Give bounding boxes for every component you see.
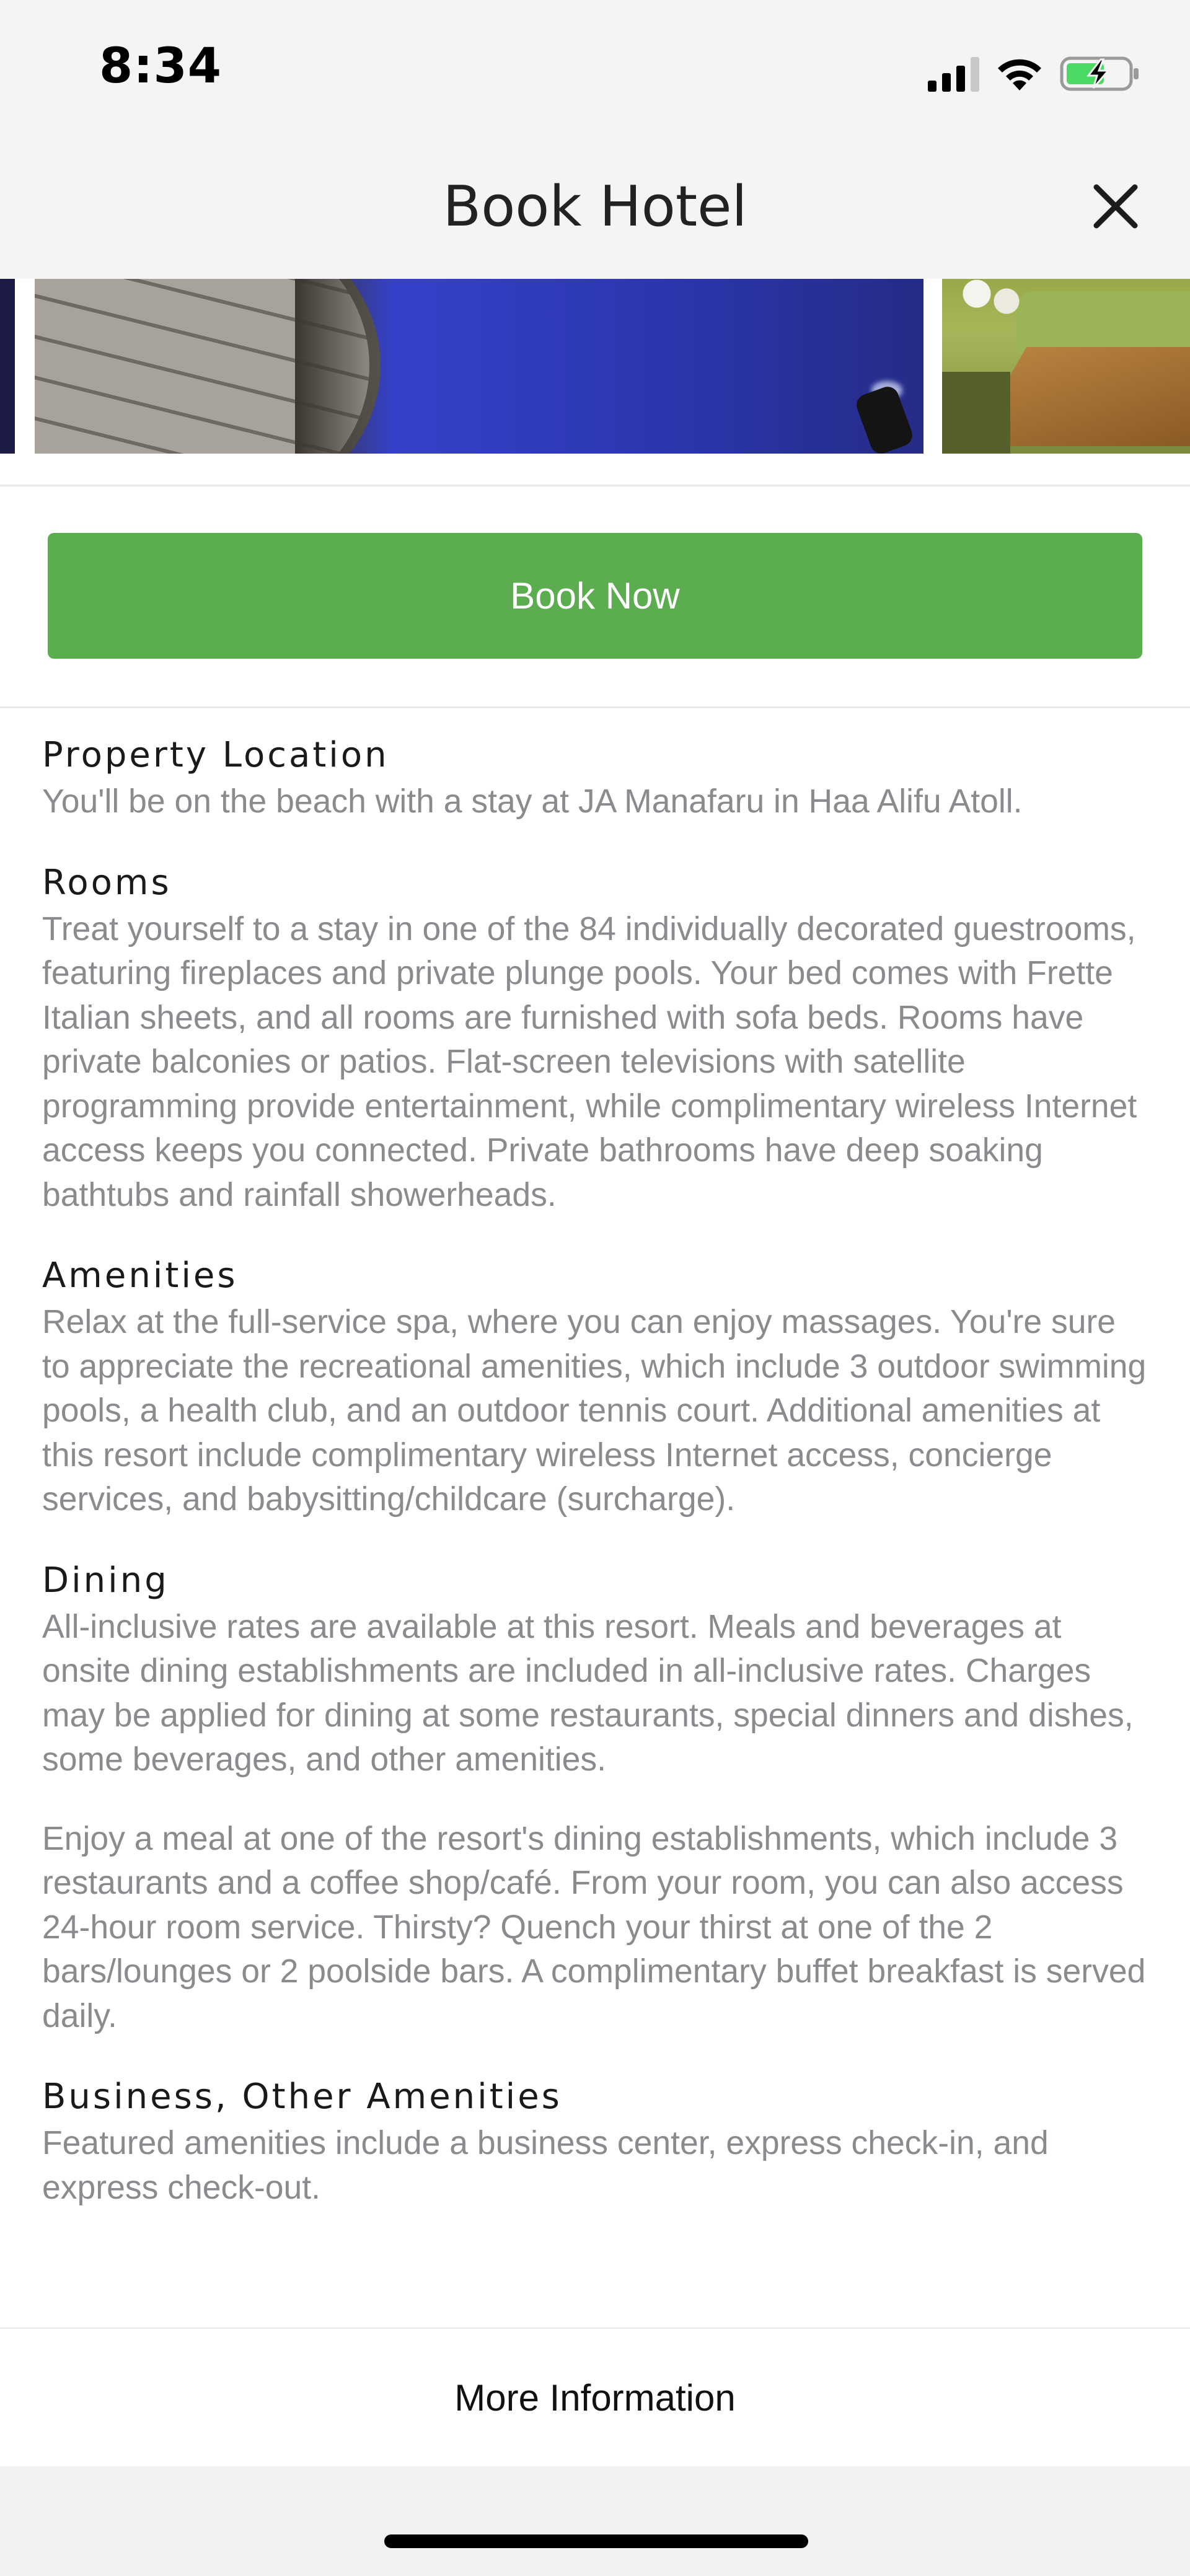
book-now-button[interactable]: Book Now <box>48 533 1142 659</box>
page-title: Book Hotel <box>443 174 747 239</box>
carousel-photo-previous[interactable] <box>0 279 15 454</box>
status-bar <box>0 0 1190 139</box>
carousel-photo-next[interactable] <box>942 279 1190 454</box>
bottom-safe-area <box>0 2466 1190 2576</box>
section-body: Enjoy a meal at one of the resort's dining establishments, which include 3 restaurants and a coffee shop/café. From your room, you can also access 24-hour room service. Thirsty? Quench your thirst at one of the 2 bars/lounges or 2 poolside bars. A complimentary buffet breakfast is served daily. <box>42 1820 1146 2034</box>
cellular-signal-icon <box>928 55 979 92</box>
carousel-photo-pool[interactable] <box>35 279 923 454</box>
section-body: Featured amenities include a business center, express check-in, and express check-out. <box>42 2125 1049 2206</box>
section-title: Rooms <box>42 862 172 903</box>
section-body: Treat yourself to a stay in one of the 84 individually decorated guestrooms, featuring fireplaces and private plunge pools. Your bed comes with Frette Italian sheets, and all rooms are furnished with sofa beds. Rooms have private balconies or patios. Flat-screen televisions with satellite programming provide entertainment, while complimentary wireless Internet access keeps you connected. Private bathrooms have deep soaking bathtubs and rainfall showerheads. <box>42 910 1137 1213</box>
battery-charging-icon <box>1060 55 1140 92</box>
wifi-icon <box>995 55 1044 92</box>
more-information-button[interactable]: More Information <box>0 2329 1190 2466</box>
status-time: 8:34 <box>99 38 223 94</box>
divider <box>0 706 1190 708</box>
section-property-location <box>42 731 1152 824</box>
section-dining <box>42 1557 1152 2039</box>
section-title: Dining <box>42 1560 169 1601</box>
section-amenities <box>42 1252 1152 1522</box>
section-rooms <box>42 859 1152 1218</box>
section-business-amenities <box>42 2073 1152 2210</box>
status-icons <box>928 48 1140 98</box>
photo-carousel[interactable] <box>0 279 1190 454</box>
section-title: Amenities <box>42 1255 238 1296</box>
close-button[interactable] <box>1085 175 1147 237</box>
close-icon <box>1093 183 1139 229</box>
section-body: Relax at the full-service spa, where you can enjoy massages. You're sure to appreciate the recreational amenities, which include 3 outdoor swimming pools, a health club, and an outdoor tennis court. Additional amenities at this resort include complimentary wireless Internet access, concierge services, and babysitting/childcare (surcharge). <box>42 1304 1147 1518</box>
divider <box>0 485 1190 486</box>
section-title: Business, Other Amenities <box>42 2077 562 2117</box>
section-body: You'll be on the beach with a stay at JA Manafaru in Haa Alifu Atoll. <box>42 783 1023 820</box>
home-indicator[interactable] <box>384 2534 808 2548</box>
nav-bar <box>0 139 1190 279</box>
section-body: All-inclusive rates are available at this resort. Meals and beverages at onsite dining establishments are included in all-inclusive rates. Charges may be applied for dining at some restaurants, special dinners and dishes, some beverages, and other amenities. <box>42 1608 1134 1778</box>
section-title: Property Location <box>42 735 389 775</box>
hotel-description <box>42 731 1152 2244</box>
